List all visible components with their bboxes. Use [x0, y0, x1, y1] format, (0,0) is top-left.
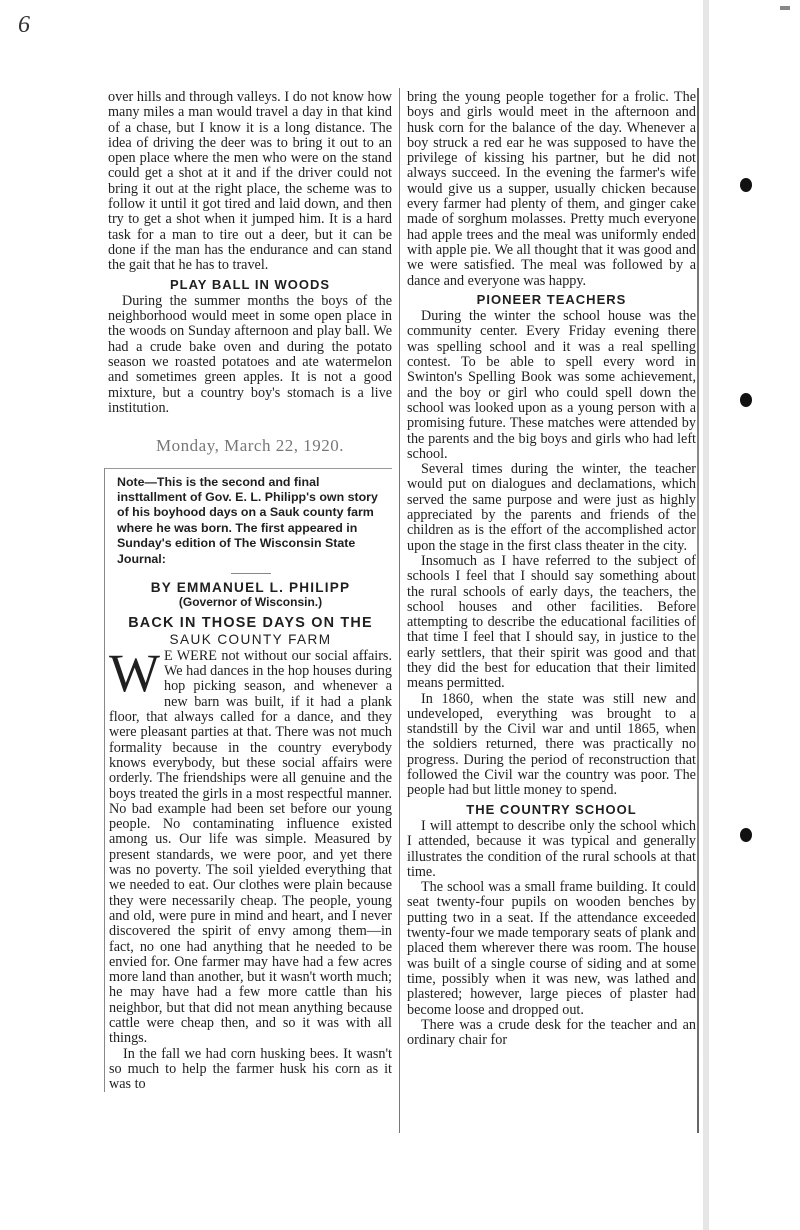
rural-schools-paragraph: Insomuch as I have referred to the subject of schools I feel that I should say something about the rural schools of early days, the teachers, the school houses and other facilities. Before attempting to describe the educational facilities of that time I feel that I should say, in justice to the early settlers, that their spirit was good and that they did the best for education that their limited means permitted. — [407, 552, 696, 692]
crude-desk-paragraph: There was a crude desk for the teacher and an ordinary chair for — [407, 1016, 696, 1049]
frame-building-paragraph: The school was a small frame building. It could seat twenty-four pupils on wooden benches by putting two in a seat. If the attendance exceeded twenty-four we made temporary seats of plank and placed them wherever there was room. The house was built of a single course of siding and at some time, possibly when it was new, was lathed and plastered; however, large pieces of plaster had become loose and dropped out. — [407, 879, 696, 1018]
binder-hole — [740, 393, 752, 407]
civil-war-paragraph: In 1860, when the state was still new and undeveloped, everything was brought to a standstill by the Civil war and until 1865, when the soldiers returned, there was practically no progress. During the period of reconstruction that followed the Civil war the country was poor. The people had but little money to spend. — [407, 690, 696, 799]
describe-school-paragraph: I will attempt to describe only the school which I attended, because it was typical and generally illustrates the condition of the rural schools at that time. — [407, 817, 696, 880]
headline-line-2: SAUK COUNTY FARM — [169, 631, 332, 647]
column-divider — [399, 88, 400, 1133]
binder-hole — [740, 178, 752, 192]
binder-hole — [740, 828, 752, 842]
article-clip — [104, 468, 392, 1093]
clipping-edge — [697, 88, 699, 1133]
editor-note: Note—This is the second and final insttallment of Gov. E. L. Philipp's own story of his boyhood days on a Sauk county farm where he was born. The first appeared in Sunday's edition of The Wisconsin State Journal: — [117, 474, 378, 566]
country-school-heading: THE COUNTRY SCHOOL — [466, 801, 637, 817]
scan-mark — [780, 6, 790, 10]
page-fold — [703, 0, 709, 1230]
right-column — [407, 90, 696, 1048]
headline-line-1: BACK IN THOSE DAYS ON THE — [128, 614, 373, 631]
play-ball-paragraph: During the summer months the boys of the neighborhood would meet in some open place in the woods on Sunday afternoon and play ball. We had a crude bake oven and during the potato season we roasted potatoes and ate watermelon and sometimes green apples. It is not a good mixture, but a country boy's stomach is a live institution. — [108, 292, 392, 416]
husking-bees-paragraph: In the fall we had corn husking bees. It wasn't so much to help the farmer husk his corn as it was to — [109, 1045, 392, 1093]
social-affairs-text: E WERE not without our social affairs. We had dances in the hop houses during hop picking season, and whenever a new barn was built, if it had a plank floor, that always called for a dance, and they were pleasant parties at that. There was not much formality because in the country everybody knows everybody, but these social affairs were orderly. The friendships were all genuine and the boys treated the girls in a most respectful manner. No bad example had been set before our young people. No contaminating influence existed among us. Our life was simple. Measured by present standards, we were poor, and yet there was no poverty. The soil yielded everything that we needed to eat. Our clothes were plain because they were necessarily cheap. The people, young and old, were pure in mind and heart, and I never discovered the spirit of envy among them—in fact, no one had anything that he needed to be envied for. One farmer may have had a few acres more land than another, but it wasn't worth much; he may have had a few more cattle than his neighbor, but that did not mean anything because cattle were cheap then, and so it was with all things. — [109, 647, 392, 1047]
frolic-paragraph: bring the young people together for a frolic. The boys and girls would meet in the afternoon and husk corn for the balance of the day. Whenever a boy struck a red ear he was supposed to have the privilege of kissing his partner, but he did not always succeed. In the evening the farmer's wife would give us a supper, usually chicken because every farmer had plenty of them, and ginger cake made of sorghum molasses. Pretty much everyone had apple trees and the meal was uniformly ended with apple pie. We all thought that it was good and we were satisfied. The meal was followed by a dance and everyone was happy. — [407, 89, 696, 289]
spelling-school-paragraph: During the winter the school house was the community center. Every Friday evening there was spelling school and it was a real spelling contest. To be able to spell every word in Swinton's Spelling Book was some achievement, and the boy or girl who could spell down the school was looked upon as a young person with a promising future. These matches were attended by the parents and the big boys and girls who had left school. — [407, 308, 696, 462]
social-affairs-paragraph — [109, 642, 392, 1047]
page-number: 6 — [18, 12, 30, 38]
play-ball-heading: PLAY BALL IN WOODS — [169, 276, 331, 292]
short-rule — [231, 573, 271, 574]
drop-cap: W — [109, 642, 160, 703]
dialogues-paragraph: Several times during the winter, the teacher would put on dialogues and declamations, which served the same purpose and were just as highly appreciated by the parents and friends of the children as is the effort of the accomplished actor upon the stage in the first class theater in the city. — [407, 461, 696, 554]
deer-chase-paragraph: over hills and through valleys. I do not know how many miles a man would travel a day in that kind of a chase, but I know it is a long distance. The idea of driving the deer was to bring it out to an open place where the men who were on the stand could get a shot at it and if the driver could not bring it out at the right place, the scheme was to follow it until it got tired and laid down, and then try to get a shot when it jumped him. It is a hard task for a man to tire out a deer, but it can be done if the man has the endurance and can stand the gait that he has to travel. — [108, 89, 392, 274]
pioneer-teachers-heading: PIONEER TEACHERS — [476, 291, 627, 307]
byline: BY EMMANUEL L. PHILIPP — [150, 579, 351, 595]
dateline: Monday, March 22, 1920. — [156, 436, 344, 456]
byline-title: (Governor of Wisconsin.) — [178, 595, 323, 610]
left-column — [108, 90, 392, 1092]
